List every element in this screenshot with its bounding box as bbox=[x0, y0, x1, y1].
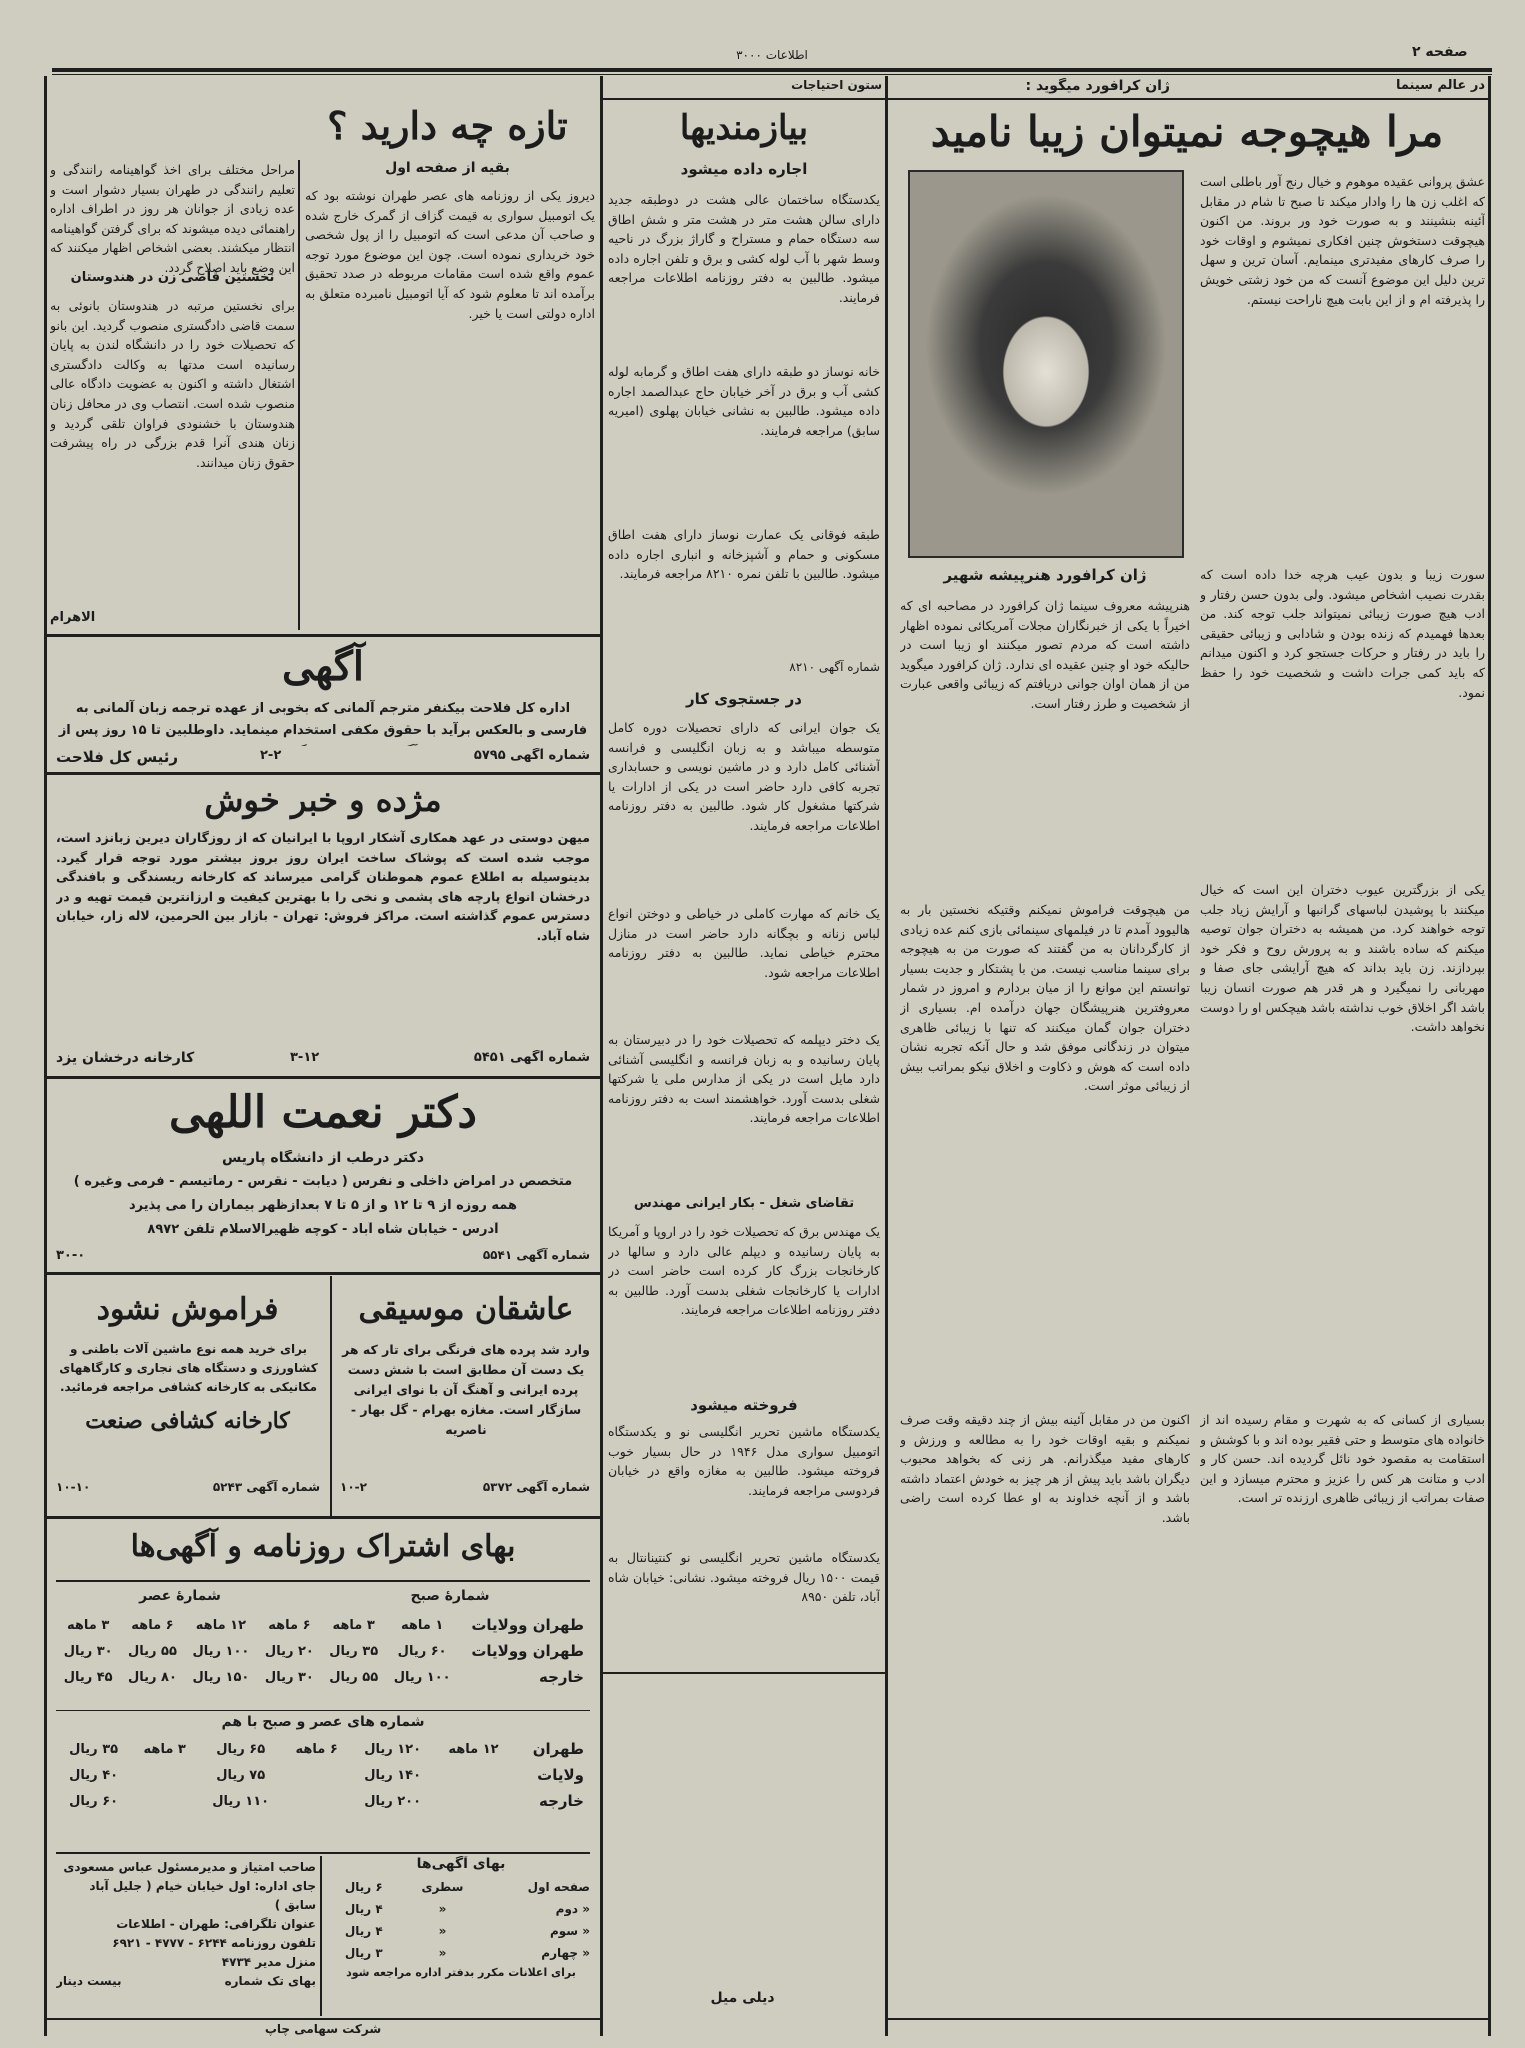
classifieds-text-1: یکدستگاه ساختمان عالی هشت در دوطبقه جدید دارای سالن هشت متر در هشت متر و شش اطاق سه دستگاه حمام و مستراح و گاراژ بزرگ در ناحیه وسط شهر با آب لوله کشی و برق و تلفن اجاره داده میشود. طالبین به دفتر روزنامه اطلاعات مراجعه فرمایند. bbox=[608, 192, 880, 305]
masthead-rule-thin bbox=[52, 74, 1492, 75]
column-rule-1 bbox=[600, 76, 603, 1216]
masthead-center: اطلاعات ۳۰۰۰ bbox=[736, 48, 808, 62]
crawford-photo bbox=[908, 170, 1184, 558]
subscription-table bbox=[56, 1612, 590, 1708]
rate-cell: ۱۰۰ ریال bbox=[393, 1669, 451, 1685]
agahi-text: اداره کل فلاحت بیکنفر مترجم آلمانی که بخوبی از عهده ترجمه زبان آلمانی به فارسی و بالعکس برآید با حقوق مکفی استخدام مینماید. داوطلبین تا ۱۵ روز پس از bbox=[58, 701, 588, 738]
rate-cell: ۱۵۰ ریال bbox=[192, 1669, 250, 1685]
column-rule-right bbox=[1488, 76, 1491, 2036]
doctor-ref: شماره آگهی ۵۵۴۱ bbox=[482, 1248, 590, 1262]
classifieds-tag: ستون احتیاجات bbox=[791, 78, 882, 92]
subscription-both-title: شماره های عصر و صبح با هم bbox=[221, 1714, 425, 1730]
news-text-left: دیروز یکی از روزنامه های عصر طهران نوشته بود که یک اتومبیل سواری به قیمت گزاف از گمرک خارج شده و صاحب آن مدعی است که اتومبیل را از پول شخصی خود خریداری نموده است. چون این موضوع مورد توجه عموم واقع شده است مقامات مربوطه در صدد تحقیق برآمده اند تا معلوم شود که آیا اتومبیل نامبرده متعلق به اداره دولتی است یا خیر. bbox=[305, 188, 595, 321]
doctor-date: ۳۰-۰ bbox=[56, 1248, 86, 1263]
ad-prices-title: بهای آگهی‌ها bbox=[416, 1856, 506, 1872]
rate-cell: ۳۰ ریال bbox=[264, 1669, 314, 1685]
crawford-body: من هیچوقت فراموش نمیکنم وقتیکه نخستین بار به هالیوود آمدم تا در فیلمهای سینمائی بازی کنم عده زیادی از کارگردانان به من گفتند که صورت من به هیچوجه برای سینما مناسب نیست. من با پشتکار و جدیت بسیار توانستم این موانع را از میان بردارم و امروز در شمار معروفترین هنرپیشگان جهان درآمده ام. بسیاری از دختران جوان گمان میکنند که تنها با زیبائی ظاهری میتوان در زندگانی موفق شد و حال آنکه تجربه نشان داده است که هوش و ذکاوت و اخلاق نیکو بمراتب بیش از زیبائی موثر است. bbox=[900, 902, 1190, 1094]
crawford-rule bbox=[888, 98, 1488, 100]
printer-credit: شرکت سهامی چاپ bbox=[264, 2022, 382, 2036]
forget-company: کارخانه کشافی صنعت bbox=[85, 1408, 290, 1434]
subscription-row bbox=[56, 1638, 590, 1664]
both-row bbox=[56, 1736, 590, 1762]
period-cell: ۱۲ ماهه bbox=[448, 1741, 499, 1757]
masthead bbox=[52, 44, 1492, 70]
period-cell: ۶ ماهه bbox=[268, 1617, 311, 1633]
classifieds-text-8: یکدستگاه ماشین تحریر انگلیسی نو و یکدستگاه اتومبیل سواری مدل ۱۹۴۶ در حال بسیار خوب فروخته میشود. طالبین به مغازه واقع در خیابان فردوسی مراجعه فرمایند. bbox=[608, 1424, 880, 1498]
classifieds-rule bbox=[603, 98, 885, 100]
crawford-side-text: عشق پروانی عقیده موهوم و خیال رنج آور باطلی است که اغلب زن ها را وادار میکند تا صبح تا شام در مقابل آئینه بنشینند و به صورت خود ور بروند. من اکنون هیچوقت دستخوش چنین افکاری نمیشوم و اوقات خود را صرف کارهای مفیدتری مینمایم. آسان ترین و سهل ترین دلیل این موضوع آنست که من خود زشتی خویش را پذیرفته ام و از این بابت هیچ ناراحت نیستم. bbox=[1200, 174, 1485, 307]
subscription-evening-label: شمارهٔ عصر bbox=[139, 1588, 221, 1604]
crawford-caption: ژان کرافورد هنرپیشه شهیر bbox=[943, 566, 1147, 584]
mojdeh-date: ۳-۱۲ bbox=[290, 1050, 320, 1065]
agahi-bottom-rule bbox=[46, 772, 600, 775]
both-row bbox=[56, 1762, 590, 1788]
imprint-phones: تلفون روزنامه ۶۲۴۴ - ۴۷۷۷ - ۶۹۲۱ bbox=[112, 1936, 316, 1950]
row-label: خارجه bbox=[539, 1792, 584, 1810]
news-text-judge: برای نخستین مرتبه در هندوستان بانوئی به سمت قاضی دادگستری منصوب گردید. این بانو که تحصیلات خود را در دانشگاه لندن به پایان رسانیده است مدتها به وکالت دادگستری اشتغال داشته و اکنون به عضویت دادگاه عالی منصوب شده است. انتصاب وی در محافل زنان هندوستان با خشنودی فراوان تلقی گردید و زنان هندی آنرا قدم بزرگی در راه پیشرفت حقوق زنان میدانند. bbox=[50, 298, 295, 470]
mojdeh-ref: شماره آگهی ۵۴۵۱ bbox=[473, 1050, 590, 1065]
price-cell: « bbox=[438, 1924, 447, 1938]
row-label: خارجه bbox=[539, 1668, 584, 1686]
single-price-row bbox=[56, 1972, 316, 1991]
period-cell: ۶ ماهه bbox=[295, 1741, 338, 1757]
imprint-owner: صاحب امتیاز و مدیرمسئول عباس مسعودی bbox=[63, 1860, 316, 1874]
imprint-manager: منزل مدیر ۴۷۳۴ bbox=[221, 1955, 316, 1969]
classifieds-ref: شماره آگهی ۸۲۱۰ bbox=[789, 660, 880, 674]
news-sub-judge: نخستین قاضی زن در هندوستان bbox=[70, 270, 275, 285]
news-sub-continued: بقیه از صفحه اول bbox=[385, 160, 510, 176]
music-bottom-rule bbox=[46, 1516, 600, 1519]
news-bottom-rule bbox=[46, 634, 600, 637]
agahi-title: آگهی bbox=[282, 643, 364, 690]
imprint-block bbox=[56, 1858, 316, 2018]
doctor-title: دکتر نعمت اللهی bbox=[169, 1087, 477, 1138]
music-ref: شماره آگهی ۵۳۷۲ bbox=[482, 1480, 590, 1494]
subscription-row bbox=[56, 1664, 590, 1690]
mojdeh-bottom-rule bbox=[46, 1076, 600, 1079]
rate-cell: ۴۰ ریال bbox=[69, 1767, 119, 1783]
rate-cell: ۱۲۰ ریال bbox=[364, 1741, 422, 1757]
price-cell: ۴ ریال bbox=[344, 1924, 383, 1938]
music-forget-divider bbox=[330, 1276, 332, 1516]
rate-cell: ۳۰ ریال bbox=[63, 1643, 113, 1659]
row-label: ولایات bbox=[537, 1766, 584, 1784]
page-number-label: صفحه ۲ bbox=[1412, 44, 1468, 60]
forget-date: ۱۰-۱۰ bbox=[56, 1480, 91, 1494]
column-rule-mid-ads bbox=[600, 1216, 603, 2036]
classifieds-text-3: طبقه فوقانی یک عمارت نوساز دارای هفت اطاق مسکونی و حمام و آشپزخانه و انباری اجاره داده میشود. طالبین با تلفن نمره ۸۲۱۰ مراجعه فرمایند. bbox=[608, 527, 880, 582]
rate-cell: ۵۵ ریال bbox=[127, 1643, 177, 1659]
period-cell: ۳ ماهه bbox=[67, 1617, 110, 1633]
both-row bbox=[56, 1788, 590, 1814]
doctor-sub3: همه روزه از ۹ تا ۱۲ و از ۵ تا ۷ بعدازظهر بیماران را می پذیرد bbox=[128, 1198, 517, 1213]
rate-cell: ۲۰۰ ریال bbox=[364, 1793, 422, 1809]
imprint-telegraph: عنوان تلگرافی: طهران - اطلاعات bbox=[116, 1917, 316, 1931]
doctor-sub2: متخصص در امراض داخلی و نفرس ( دیابت - نقرس - رماتیسم - فرمی وغیره ) bbox=[73, 1174, 573, 1189]
crawford-body-right-2: بسیاری از کسانی که به شهرت و مقام رسیده اند از خانواده های متوسط و حتی فقیر بوده اند و با کوشش و استقامت به مقصود خود نائل گردیده اند. حسن کار و ادب و متانت هر کس را عزیز و محترم میسازد و این صفات بمراتب از زیبائی ظاهری ارزنده تر است. bbox=[1200, 1412, 1485, 1506]
classifieds-text-6: یک دختر دیپلمه که تحصیلات خود را در دبیرستان به پایان رسانیده و به زبان فرانسه و انگلیسی آشنائی دارد مایل است در یکی از مدارس ملی یا شرکتها شغلی بدست آورد. خواهشمند است به دفتر روزنامه اطلاعات مراجعه فرمایند. bbox=[608, 1032, 880, 1126]
period-cell: ۶ ماهه bbox=[131, 1617, 174, 1633]
row-label: طهران وولایات bbox=[471, 1642, 584, 1660]
single-price: بیست دینار bbox=[56, 1974, 122, 1988]
single-price-label: بهای تک شماره bbox=[224, 1974, 316, 1988]
crawford-side-text-2: سورت زیبا و بدون عیب هرچه خدا داده است که بقدرت نصیب اشخاص میشود. ولی بدون حسن رفتار و ادب هیچ صورت زیبائی نمیتواند جلب توجه کند. من بعدها فهمیدم که زنده بودن و شادابی و زیبائی حقیقی را باید در رفتار و حرکات جستجو کرد و اکنون میدانم که باید کمی جرات داشت و شخصیت خود را حفظ نمود. bbox=[1200, 567, 1485, 700]
ad-price-row bbox=[326, 1942, 596, 1964]
price-cell: « bbox=[438, 1902, 447, 1916]
ad-prices-note: برای اعلانات مکرر بدفتر اداره مراجعه شود bbox=[346, 1966, 576, 1979]
column-rule-2 bbox=[885, 76, 888, 2036]
page-bottom-rule bbox=[888, 2018, 1488, 2020]
imprint-bottom-rule bbox=[46, 2018, 600, 2020]
column-rule-left bbox=[44, 76, 47, 2036]
interview-label: ژان کرافورد میگوید : bbox=[1025, 78, 1170, 94]
agahi-sign: رئیس کل فلاحت bbox=[56, 748, 179, 766]
imprint-divider bbox=[320, 1856, 322, 2016]
rate-cell: ۱۴۰ ریال bbox=[364, 1767, 422, 1783]
price-cell: ۳ ریال bbox=[344, 1946, 383, 1960]
period-cell: ۳ ماهه bbox=[143, 1741, 186, 1757]
row-label: صفحه اول bbox=[527, 1880, 590, 1894]
crawford-intro: هنرپیشه معروف سینما ژان کرافورد در مصاحبه ای که اخیراً با یکی از خبرنگاران مجلات آمریکائی نموده اظهار داشته است که مردم تصور میکنند او زیبا است در حالیکه خود او چنین عقیده ای ندارد. ژان کرافورد میگوید من از همان اوان جوانی دریافتم که زیبائی واقعی عبارت از شخصیت و طرز رفتار است. bbox=[900, 598, 1190, 711]
news-headline: تازه چه دارید ؟ bbox=[327, 103, 568, 148]
row-label: « دوم bbox=[555, 1902, 590, 1916]
period-cell: ۱۲ ماهه bbox=[195, 1617, 247, 1633]
mojdeh-title: مژده و خبر خوش bbox=[204, 781, 442, 819]
subscription-periods-row bbox=[56, 1612, 590, 1638]
classifieds-text-2: خانه نوساز دو طبقه دارای هفت اطاق و گرمابه لوله کشی آب و برق در آخر خیابان حاج عبدالصمد اجاره داده میشود. طالبین به نشانی خیابان پهلوی (امیریه سابق) مراجعه فرمایند. bbox=[608, 364, 880, 438]
price-cell: ۴ ریال bbox=[344, 1902, 383, 1916]
row-label: طهران bbox=[532, 1740, 584, 1758]
crawford-body-right: یکی از بزرگترین عیوب دختران این است که خیال میکنند با پوشیدن لباسهای گرانبها و آرایش زیاد جلب توجه خواهند کرد. من همیشه به دختران جوان توصیه میکنم که ساده باشند و به پرورش روح و فکر خود بپردازند. زن باید بداند که هیچ آرایشی جای صفا و مهربانی را نمیگیرد و هر قدر هم صورت انسان زیبا باشد اگر اخلاق خوب نداشته باشد هیچکس او را دوست نخواهد داشت. bbox=[1200, 882, 1485, 1035]
classifieds-sub-sale: فروخته میشود bbox=[690, 1396, 798, 1414]
period-cell: ۳ ماهه bbox=[332, 1617, 375, 1633]
agahi-ref: شماره آگهی ۵۷۹۵ bbox=[473, 748, 590, 763]
rate-cell: ۳۵ ریال bbox=[329, 1643, 379, 1659]
doctor-address: آدرس - خیابان شاه آباد - کوچه ظهیرالاسلام تلفن ۸۹۷۲ bbox=[147, 1222, 499, 1237]
rate-cell: ۳۵ ریال bbox=[69, 1741, 119, 1757]
classifieds-sub-rent: اجاره داده میشود bbox=[680, 160, 808, 178]
news-source: الاهرام bbox=[50, 610, 96, 625]
rate-cell: ۵۵ ریال bbox=[329, 1669, 379, 1685]
rate-cell: ۱۰۰ ریال bbox=[192, 1643, 250, 1659]
classifieds-headline: بیازمندیها bbox=[679, 108, 809, 148]
music-date: ۱۰-۲ bbox=[340, 1480, 367, 1494]
classifieds-text-5: یک خانم که مهارت کاملی در خیاطی و دوختن انواع لباس زنانه و بچگانه دارد حاضر است در منازل محترم خیاطی نماید. طالبین به دفتر روزنامه اطلاعات مراجعه شود. bbox=[608, 906, 880, 980]
price-cell: سطری bbox=[421, 1880, 464, 1894]
subscription-rule bbox=[56, 1580, 590, 1582]
rate-cell: ۷۵ ریال bbox=[216, 1767, 266, 1783]
subscription-both-table bbox=[56, 1736, 590, 1852]
subscription-morning-label: شمارهٔ صبح bbox=[410, 1588, 490, 1604]
news-text-right: مراحل مختلف برای اخذ گواهینامه رانندگی و تعلیم رانندگی در طهران بسیار دشوار است و عده زیادی از جوانان هر روز در اطراف اداره راهنمائی دیده میشوند که برای گرفتن گواهینامه انتظار میکشند. بعضی اشخاص اظهار میکنند که این وضع باید اصلاح گردد. bbox=[50, 162, 295, 275]
price-cell: ۶ ریال bbox=[344, 1880, 383, 1894]
row-label: « چهارم bbox=[541, 1946, 590, 1960]
classifieds-text-7: یک مهندس برق که تحصیلات خود را در اروپا و آمریکا به پایان رسانیده و دیپلم عالی دارد و سالها در کارخانجات بزرگ کار کرده است حاضر است در ادارات یا کارخانجات شغلی بدست آورد. طالبین به دفتر روزنامه اطلاعات مراجعه فرمایند. bbox=[608, 1224, 880, 1318]
crawford-body-2: اکنون من در مقابل آئینه بیش از چند دقیقه وقت صرف نمیکنم و بقیه اوقات خود را به مطالعه و ورزش و کارهای مفید میگذرانم. هر زنی که بخواهد محبوب دیگران باشد باید پیش از هر چیز به خودش اعتماد داشته باشد و از آنچه خداوند به او عطا کرده است راضی باشد. bbox=[900, 1412, 1190, 1525]
rate-cell: ۴۵ ریال bbox=[63, 1669, 113, 1685]
classifieds-sub-jobseek: در جستجوی کار bbox=[686, 690, 802, 708]
forget-text: برای خرید همه نوع ماشین آلات باطنی و کشاورزی و دستگاه های نجاری و کارگاههای مکانیکی به کارخانه کشافی مراجعه فرمائید. bbox=[59, 1342, 318, 1394]
period-cell: ۱ ماهه bbox=[400, 1617, 444, 1633]
mojdeh-sign: کارخانه درخشان یزد bbox=[56, 1050, 195, 1066]
price-cell: « bbox=[438, 1946, 447, 1960]
rate-cell: ۶۰ ریال bbox=[397, 1643, 447, 1659]
section-label-cinema: در عالم سینما bbox=[1395, 78, 1485, 93]
classifieds-bottom-rule bbox=[603, 1672, 885, 1674]
music-title: عاشقان موسیقی bbox=[358, 1292, 574, 1327]
rate-cell: ۶۵ ریال bbox=[216, 1741, 266, 1757]
news-inner-rule bbox=[298, 160, 300, 630]
ad-prices bbox=[326, 1856, 596, 2020]
forget-ref: شماره آگهی ۵۲۴۳ bbox=[212, 1480, 320, 1494]
music-text: وارد شد پرده های فرنگی برای تار که هر یک دست آن مطابق است با شش دست پرده ایرانی و آهنگ آن با نوای ایرانی سازگار است. مغازه بهرام - گل بهار - ناصریه bbox=[342, 1342, 590, 1437]
doctor-bottom-rule bbox=[46, 1272, 600, 1275]
imprint-address: جای اداره: اول خیابان خیام ( جلیل آباد سابق ) bbox=[89, 1879, 316, 1912]
rate-cell: ۶۰ ریال bbox=[69, 1793, 119, 1809]
crawford-signature: دیلی میل bbox=[710, 1990, 775, 2006]
classifieds-text-4: یک جوان ایرانی که دارای تحصیلات دوره کامل متوسطه میباشد و به زبان انگلیسی و فرانسه آشنائی کامل دارد و در ماشین نویسی و حسابداری تجربه کافی دارد حاضر است در یکی از ادارات یا شرکتها مشغول کار شود. طالبین به دفتر روزنامه اطلاعات مراجعه فرمایند. bbox=[608, 720, 880, 833]
rate-cell: ۲۰ ریال bbox=[264, 1643, 314, 1659]
subscription-rule-3 bbox=[56, 1852, 590, 1854]
ad-price-row bbox=[326, 1898, 596, 1920]
classifieds-text-9: یکدستگاه ماشین تحریر انگلیسی نو کنتینانتال به قیمت ۱۵۰۰ ریال فروخته میشود. نشانی: خیابان شاه آباد، تلفن ۸۹۵۰ bbox=[608, 1550, 880, 1605]
subscription-title: بهای اشتراک روزنامه و آگهی‌ها bbox=[130, 1529, 516, 1564]
agahi-date: ۲-۲ bbox=[260, 748, 282, 763]
ad-price-row bbox=[326, 1876, 596, 1898]
mojdeh-text: میهن دوستی در عهد همکاری آشکار اروپا با ایرانیان که از روزگاران دیرین زبانزد است، موجب شده است که پوشاک ساخت ایران روز بروز بیشتر مورد توجه قرار گیرد. بدینوسیله به اطلاع عموم هموطنان گرامی میرساند که کارخانه ریسندگی و بافندگی درخشان انواع پارچه های پشمی و نخی را با بهترین کیفیت و ارزانترین قیمت تهیه و در دسترس عموم گذاشته است. مراکز فروش: تهران - بازار بین الحرمین، لاله زار، خیابان شاه آباد. bbox=[56, 830, 590, 943]
masthead-rule bbox=[52, 68, 1492, 72]
rate-cell: ۱۱۰ ریال bbox=[212, 1793, 270, 1809]
doctor-sub1: دکتر درطب از دانشگاه پاریس bbox=[221, 1150, 425, 1166]
ad-price-row bbox=[326, 1920, 596, 1942]
rate-cell: ۸۰ ریال bbox=[127, 1669, 177, 1685]
subscription-region-label: طهران وولایات bbox=[471, 1616, 584, 1634]
classifieds-sub-engineer: تقاضای شغل - بکار ایرانی مهندس bbox=[633, 1196, 855, 1211]
subscription-rule-2 bbox=[56, 1710, 590, 1711]
row-label: « سوم bbox=[549, 1924, 590, 1938]
crawford-headline: مرا هیچوجه نمیتوان زیبا نامید bbox=[930, 107, 1444, 156]
forget-title: فراموش نشود bbox=[96, 1292, 279, 1327]
